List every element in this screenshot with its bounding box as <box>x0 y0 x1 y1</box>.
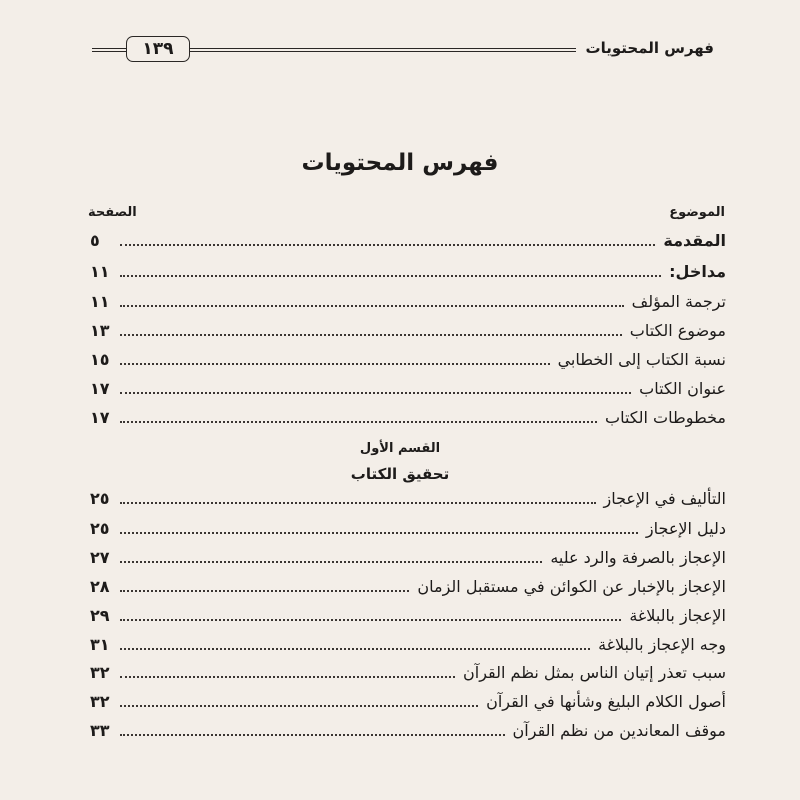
page-title: فهرس المحتويات <box>301 150 499 176</box>
toc-entry-page: ١٥ <box>90 350 110 369</box>
toc-entry <box>90 347 726 371</box>
toc-entry <box>90 660 726 684</box>
toc-entry-title: مخطوطات الكتاب <box>605 408 726 427</box>
toc-entry <box>90 603 726 627</box>
section-title: تحقيق الكتاب <box>350 465 450 483</box>
column-headers <box>88 205 725 229</box>
leader-dots <box>120 704 478 707</box>
leader-dots <box>120 647 590 650</box>
page-column-header: الصفحة <box>88 205 137 220</box>
toc-entry-title: نسبة الكتاب إلى الخطابي <box>557 350 726 369</box>
toc-entry-title: المقدمة <box>663 231 726 250</box>
toc-entry-page: ٢٨ <box>90 577 110 596</box>
leader-dots <box>120 618 621 621</box>
toc-entry-page: ٣٣ <box>90 721 110 740</box>
toc-entry-title: عنوان الكتاب <box>639 379 726 398</box>
toc-entry <box>90 545 726 569</box>
toc-entry-page: ٣٢ <box>90 663 110 682</box>
toc-entry <box>90 689 726 713</box>
leader-dots <box>120 391 631 394</box>
toc-entry <box>90 486 726 510</box>
toc-entry-title: موضوع الكتاب <box>629 321 726 340</box>
leader-dots <box>120 420 597 423</box>
toc-entry <box>90 632 726 656</box>
toc-entry-title: الإعجاز بالصرفة والرد عليه <box>550 548 726 567</box>
leader-dots <box>120 243 655 246</box>
toc-entry-page: ١١ <box>90 262 110 281</box>
topic-column-header: الموضوع <box>669 205 725 220</box>
page-number: ١٣٩ <box>126 36 190 62</box>
toc-entry-title: وجه الإعجاز بالبلاغة <box>598 635 726 654</box>
leader-dots <box>120 333 622 336</box>
toc-entry-page: ١١ <box>90 292 110 311</box>
toc-entry-title: موقف المعاندين من نظم القرآن <box>512 721 726 740</box>
toc-entry-page: ٢٥ <box>90 489 110 508</box>
toc-entry-title: الإعجاز بالإخبار عن الكوائن في مستقبل الزمان <box>417 577 726 596</box>
toc-entry <box>90 718 726 742</box>
toc-entry <box>90 289 726 313</box>
toc-entry <box>90 405 726 429</box>
toc-entry <box>90 228 726 252</box>
section-part-label: القسم الأول <box>359 441 441 456</box>
toc-entry-page: ١٣ <box>90 321 110 340</box>
toc-entry-title: أصول الكلام البليغ وشأنها في القرآن <box>486 692 726 711</box>
leader-dots <box>120 560 542 563</box>
leader-dots <box>120 733 505 736</box>
running-title: فهرس المحتويات <box>576 36 714 60</box>
toc-entry-title: التأليف في الإعجاز <box>603 489 726 508</box>
toc-entry <box>90 574 726 598</box>
toc-entry-page: ٥ <box>90 231 100 250</box>
leader-dots <box>120 304 624 307</box>
toc-entry <box>90 516 726 540</box>
toc-entry-title: سبب تعذر إتيان الناس بمثل نظم القرآن <box>463 663 726 682</box>
toc-entry <box>90 259 726 283</box>
running-header <box>92 36 714 62</box>
leader-dots <box>120 362 550 365</box>
toc-entry-page: ١٧ <box>90 379 110 398</box>
toc-entry-page: ٣١ <box>90 635 110 654</box>
toc-entry-title: دليل الإعجاز <box>645 519 726 538</box>
toc-entry-title: ترجمة المؤلف <box>631 292 726 311</box>
toc-entry-title: مداخل: <box>669 262 726 281</box>
toc-entry-page: ٢٥ <box>90 519 110 538</box>
leader-dots <box>120 501 596 504</box>
toc-entry <box>90 376 726 400</box>
toc-entry-title: الإعجاز بالبلاغة <box>629 606 726 625</box>
toc-entry-page: ١٧ <box>90 408 110 427</box>
leader-dots <box>120 531 638 534</box>
toc-entry-page: ٣٢ <box>90 692 110 711</box>
leader-dots <box>120 274 661 277</box>
leader-dots <box>120 589 409 592</box>
toc-entry-page: ٢٩ <box>90 606 110 625</box>
toc-entry-page: ٢٧ <box>90 548 110 567</box>
toc-entry <box>90 318 726 342</box>
leader-dots <box>120 675 455 678</box>
